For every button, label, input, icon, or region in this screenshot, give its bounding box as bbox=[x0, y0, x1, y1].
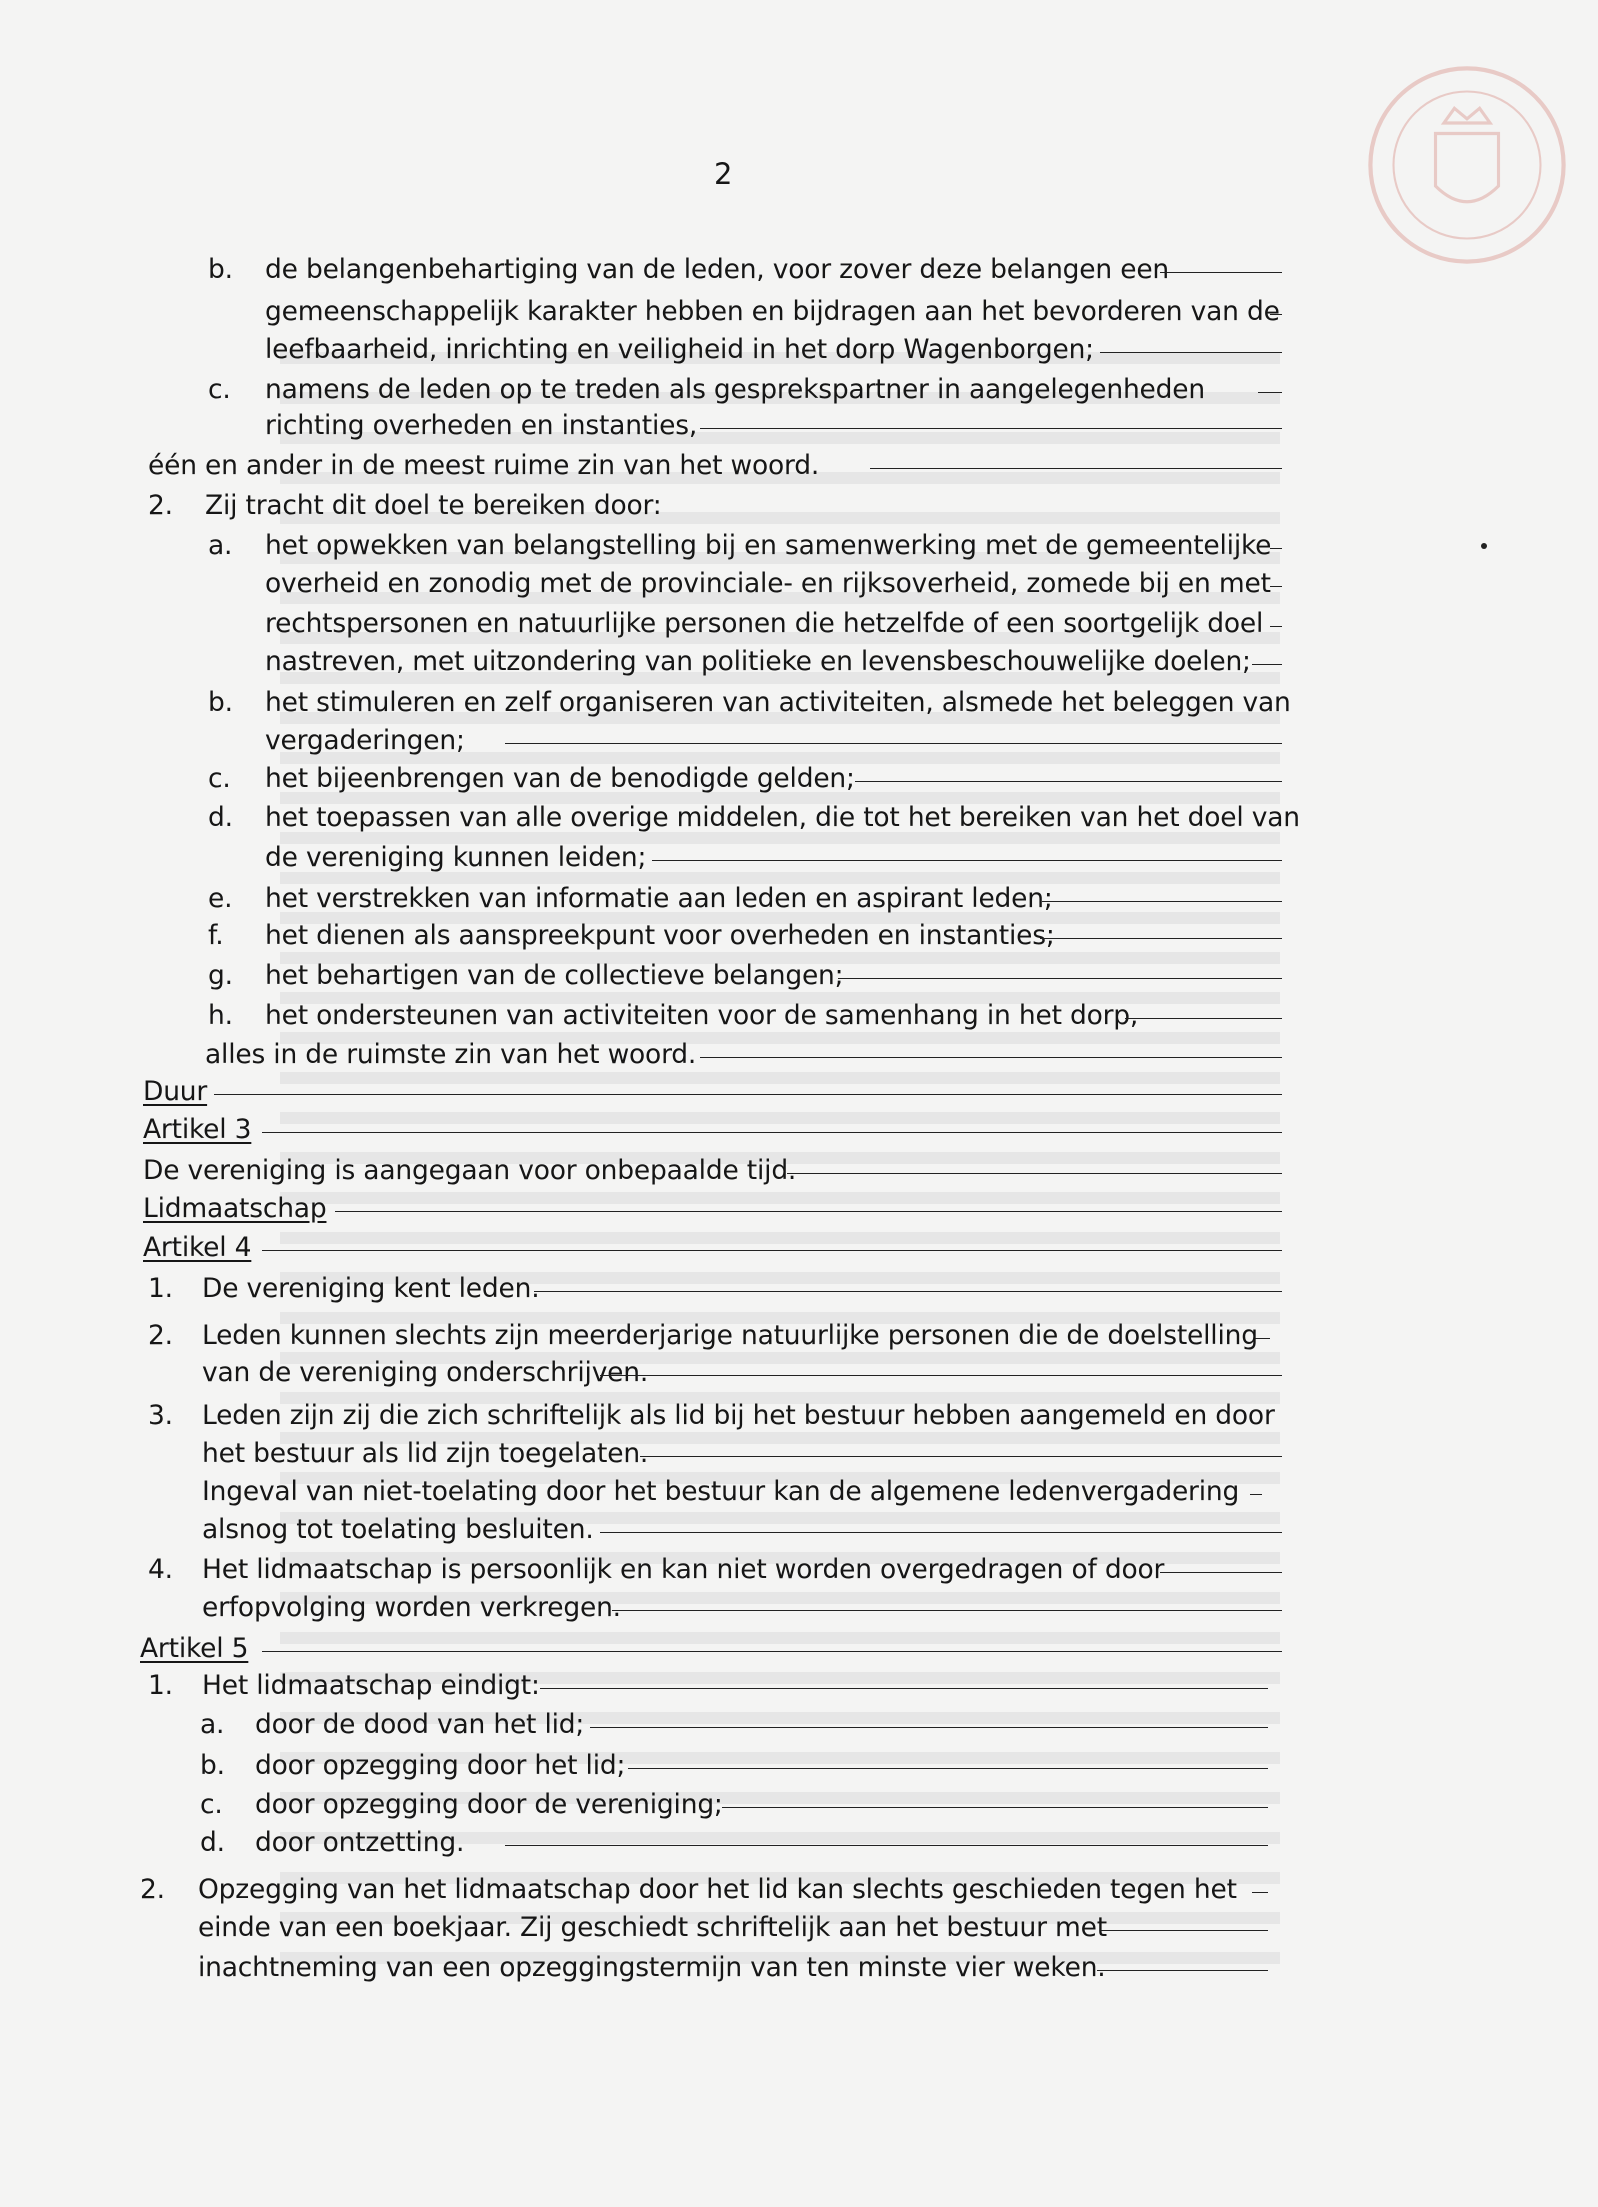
line-text: De vereniging is aangegaan voor onbepaalde tijd. bbox=[143, 1155, 797, 1186]
fill-rule-line bbox=[1042, 901, 1282, 902]
fill-rule-line bbox=[1040, 938, 1282, 939]
fill-rule-line bbox=[838, 978, 1282, 979]
line-text: het toepassen van alle overige middelen, die tot het bereiken van het doel van bbox=[265, 802, 1300, 833]
line-text: erfopvolging worden verkregen. bbox=[202, 1592, 621, 1623]
document-line bbox=[0, 918, 1598, 958]
line-text: nastreven, met uitzondering van politieke en levensbeschouwelijke doelen; bbox=[265, 646, 1251, 677]
document-line bbox=[0, 1474, 1598, 1514]
notary-seal-icon bbox=[1362, 60, 1572, 270]
line-text: alles in de ruimste zin van het woord. bbox=[205, 1039, 697, 1070]
document-line bbox=[0, 1748, 1598, 1788]
line-text: overheid en zonodig met de provinciale- en rijksoverheid, zomede bij en met bbox=[265, 568, 1271, 599]
line-text: Artikel 3 bbox=[143, 1114, 252, 1145]
line-text: het ondersteunen van activiteiten voor de samenhang in het dorp, bbox=[265, 1000, 1139, 1031]
document-line bbox=[0, 1825, 1598, 1865]
fill-rule-line bbox=[1258, 392, 1282, 393]
line-text: één en ander in de meest ruime zin van het woord. bbox=[148, 450, 820, 481]
line-text: door opzegging door de vereniging; bbox=[255, 1789, 723, 1820]
document-line bbox=[0, 1872, 1598, 1912]
line-text: Ingeval van niet-toelating door het bestuur kan de algemene ledenvergadering bbox=[202, 1476, 1240, 1507]
line-text: Artikel 4 bbox=[143, 1232, 252, 1263]
line-text: Zij tracht dit doel te bereiken door: bbox=[205, 490, 662, 521]
document-line bbox=[0, 881, 1598, 921]
fill-rule-line bbox=[1160, 272, 1282, 273]
fill-rule-line bbox=[540, 1688, 1268, 1689]
document-line bbox=[0, 1153, 1598, 1193]
line-text: De vereniging kent leden. bbox=[202, 1273, 540, 1304]
fill-rule-line bbox=[1125, 1018, 1282, 1019]
line-text: de vereniging kunnen leiden; bbox=[265, 842, 647, 873]
line-text: door ontzetting. bbox=[255, 1827, 465, 1858]
line-text: vergaderingen; bbox=[265, 725, 465, 756]
line-text: het behartigen van de collectieve belangen; bbox=[265, 960, 844, 991]
line-text: alsnog tot toelating besluiten. bbox=[202, 1514, 594, 1545]
fill-rule-line bbox=[870, 468, 1282, 469]
document-line bbox=[0, 566, 1598, 606]
fill-rule-line bbox=[335, 1211, 1282, 1212]
fill-rule-line bbox=[600, 1375, 1282, 1376]
line-text: het stimuleren en zelf organiseren van activiteiten, alsmede het beleggen van bbox=[265, 687, 1291, 718]
fill-rule-line bbox=[855, 781, 1282, 782]
line-text: gemeenschappelijk karakter hebben en bijdragen aan het bevorderen van de bbox=[265, 296, 1280, 327]
section-heading bbox=[0, 1112, 1598, 1152]
list-marker: 2. bbox=[148, 490, 173, 521]
document-line bbox=[0, 252, 1598, 292]
document-line bbox=[0, 1552, 1598, 1592]
line-text: door de dood van het lid; bbox=[255, 1709, 585, 1740]
fill-rule-line bbox=[1100, 352, 1282, 353]
document-line bbox=[0, 840, 1598, 880]
list-marker: a. bbox=[200, 1709, 225, 1740]
fill-rule-line bbox=[787, 1173, 1282, 1174]
line-text: rechtspersonen en natuurlijke personen die hetzelfde of een soortgelijk doel bbox=[265, 608, 1264, 639]
fill-rule-line bbox=[262, 1250, 1282, 1251]
list-marker: h. bbox=[208, 1000, 233, 1031]
fill-rule-line bbox=[1270, 314, 1282, 315]
fill-rule-line bbox=[628, 1768, 1268, 1769]
document-line bbox=[0, 408, 1598, 448]
list-marker: 3. bbox=[148, 1400, 173, 1431]
list-marker: c. bbox=[208, 763, 231, 794]
document-line bbox=[0, 606, 1598, 646]
fill-rule-line bbox=[1252, 1892, 1268, 1893]
document-line bbox=[0, 723, 1598, 763]
document-line bbox=[0, 998, 1598, 1038]
section-heading bbox=[0, 1191, 1598, 1231]
fill-rule-line bbox=[590, 1727, 1268, 1728]
fill-rule-line bbox=[722, 1807, 1268, 1808]
list-marker: b. bbox=[200, 1750, 225, 1781]
fill-rule-line bbox=[534, 1291, 1282, 1292]
document-line bbox=[0, 1398, 1598, 1438]
list-marker: b. bbox=[208, 687, 233, 718]
fill-rule-line bbox=[612, 1610, 1282, 1611]
list-marker: g. bbox=[208, 960, 233, 991]
document-line bbox=[0, 332, 1598, 372]
fill-rule-line bbox=[640, 1456, 1282, 1457]
document-line bbox=[0, 1707, 1598, 1747]
document-line bbox=[0, 800, 1598, 840]
line-text: Leden kunnen slechts zijn meerderjarige natuurlijke personen die de doelstelling bbox=[202, 1320, 1258, 1351]
section-heading bbox=[0, 1631, 1598, 1671]
fill-rule-line bbox=[1160, 1572, 1282, 1573]
section-heading bbox=[0, 1074, 1598, 1114]
document-line bbox=[0, 1318, 1598, 1358]
document-line bbox=[0, 644, 1598, 684]
document-line bbox=[0, 1668, 1598, 1708]
list-marker: b. bbox=[208, 254, 233, 285]
fill-rule-line bbox=[1270, 586, 1282, 587]
document-line bbox=[0, 372, 1598, 412]
line-text: Lidmaatschap bbox=[143, 1193, 327, 1224]
line-text: einde van een boekjaar. Zij geschiedt schriftelijk aan het bestuur met bbox=[198, 1912, 1107, 1943]
section-heading bbox=[0, 1230, 1598, 1270]
document-line bbox=[0, 1271, 1598, 1311]
fill-rule-line bbox=[505, 1845, 1268, 1846]
list-marker: 4. bbox=[148, 1554, 173, 1585]
list-marker: 2. bbox=[140, 1874, 165, 1905]
list-marker: d. bbox=[200, 1827, 225, 1858]
line-text: inachtneming van een opzeggingstermijn van ten minste vier weken. bbox=[198, 1952, 1106, 1983]
fill-rule-line bbox=[1270, 548, 1282, 549]
fill-rule-line bbox=[652, 860, 1282, 861]
list-marker: 2. bbox=[148, 1320, 173, 1351]
document-line bbox=[0, 685, 1598, 725]
document-line bbox=[0, 1590, 1598, 1630]
document-line bbox=[0, 488, 1598, 528]
line-text: namens de leden op te treden als gesprekspartner in aangelegenheden bbox=[265, 374, 1205, 405]
list-marker: 1. bbox=[148, 1670, 173, 1701]
fill-rule-line bbox=[214, 1094, 1282, 1095]
line-text: het dienen als aanspreekpunt voor overheden en instanties; bbox=[265, 920, 1055, 951]
line-text: Leden zijn zij die zich schriftelijk als lid bij het bestuur hebben aangemeld en door bbox=[202, 1400, 1275, 1431]
line-text: de belangenbehartiging van de leden, voor zover deze belangen een bbox=[265, 254, 1170, 285]
line-text: Het lidmaatschap eindigt: bbox=[202, 1670, 540, 1701]
fill-rule-line bbox=[505, 743, 1282, 744]
document-line bbox=[0, 1512, 1598, 1552]
line-text: het opwekken van belangstelling bij en samenwerking met de gemeentelijke bbox=[265, 530, 1272, 561]
document-line bbox=[0, 294, 1598, 334]
page-number: 2 bbox=[714, 157, 733, 191]
line-text: het verstrekken van informatie aan leden en aspirant leden; bbox=[265, 883, 1053, 914]
fill-rule-line bbox=[1270, 626, 1282, 627]
document-line bbox=[0, 761, 1598, 801]
list-marker: d. bbox=[208, 802, 233, 833]
line-text: leefbaarheid, inrichting en veiligheid in het dorp Wagenborgen; bbox=[265, 334, 1094, 365]
line-text: Opzegging van het lidmaatschap door het lid kan slechts geschieden tegen het bbox=[198, 1874, 1237, 1905]
line-text: het bijeenbrengen van de benodigde gelden; bbox=[265, 763, 855, 794]
fill-rule-line bbox=[1100, 1930, 1268, 1931]
document-line bbox=[0, 1950, 1598, 1990]
line-text: richting overheden en instanties, bbox=[265, 410, 698, 441]
fill-rule-line bbox=[700, 428, 1282, 429]
document-line bbox=[0, 1910, 1598, 1950]
line-text: Artikel 5 bbox=[140, 1633, 249, 1664]
fill-rule-line bbox=[600, 1532, 1282, 1533]
line-text: Het lidmaatschap is persoonlijk en kan niet worden overgedragen of door bbox=[202, 1554, 1165, 1585]
list-marker: 1. bbox=[148, 1273, 173, 1304]
document-line bbox=[0, 528, 1598, 568]
fill-rule-line bbox=[1255, 1338, 1270, 1339]
line-text: door opzegging door het lid; bbox=[255, 1750, 626, 1781]
fill-rule-line bbox=[1252, 664, 1282, 665]
line-text: het bestuur als lid zijn toegelaten. bbox=[202, 1438, 649, 1469]
fill-rule-line bbox=[700, 1057, 1282, 1058]
fill-rule-line bbox=[1250, 1494, 1262, 1495]
document-line bbox=[0, 1037, 1598, 1077]
document-line bbox=[0, 1355, 1598, 1395]
list-marker: e. bbox=[208, 883, 233, 914]
list-marker: c. bbox=[200, 1789, 223, 1820]
list-marker: f. bbox=[208, 920, 224, 951]
list-marker: a. bbox=[208, 530, 233, 561]
fill-rule-line bbox=[262, 1132, 1282, 1133]
list-marker: c. bbox=[208, 374, 231, 405]
fill-rule-line bbox=[1097, 1970, 1268, 1971]
line-text: Duur bbox=[143, 1076, 208, 1107]
fill-rule-line bbox=[262, 1651, 1282, 1652]
line-text: van de vereniging onderschrijven. bbox=[202, 1357, 649, 1388]
document-line bbox=[0, 958, 1598, 998]
document-line bbox=[0, 448, 1598, 488]
document-line bbox=[0, 1787, 1598, 1827]
document-line bbox=[0, 1436, 1598, 1476]
